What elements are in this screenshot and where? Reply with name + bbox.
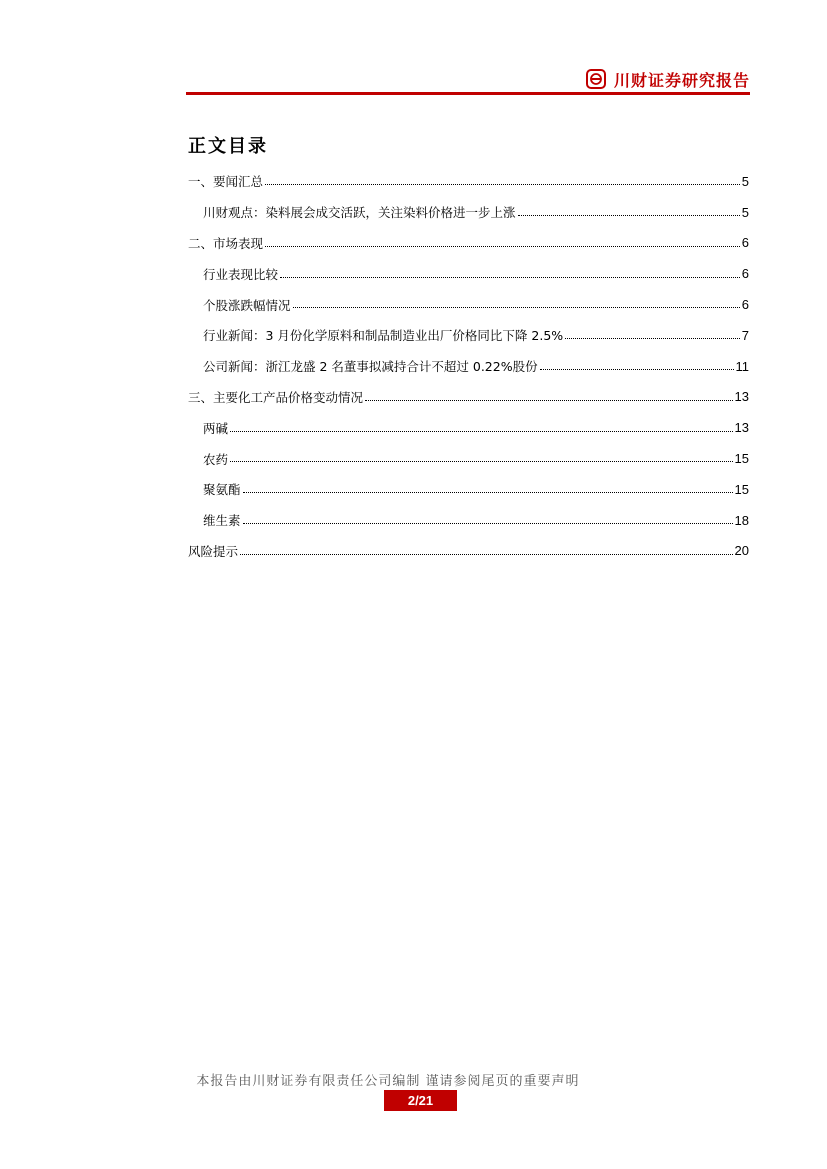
toc-entry[interactable]	[188, 197, 749, 228]
page-number-badge: 2/21	[384, 1090, 457, 1111]
toc-entry-label: 行业表现比较	[203, 266, 279, 282]
toc-entry[interactable]	[188, 228, 749, 259]
toc-dot-leader	[540, 356, 734, 370]
toc-entry-page: 5	[741, 173, 749, 189]
toc-entry-page: 13	[734, 420, 749, 436]
brand-name: 川财证券研究报告	[613, 70, 750, 90]
toc-entry[interactable]	[188, 382, 749, 413]
toc-entry-page: 13	[734, 389, 749, 405]
toc-entry[interactable]	[188, 536, 749, 567]
toc-title: 正文目录	[188, 136, 268, 157]
toc-entry[interactable]	[188, 289, 749, 320]
toc-entry-label: 三、主要化工产品价格变动情况	[188, 389, 364, 405]
toc-dot-leader	[243, 510, 733, 524]
toc-dot-leader	[240, 541, 733, 555]
footer-disclaimer: 本报告由川财证券有限责任公司编制 谨请参阅尾页的重要声明	[196, 1074, 580, 1089]
toc-dot-leader	[265, 233, 740, 247]
toc-dot-leader	[265, 172, 740, 186]
brand	[586, 66, 750, 92]
toc-dot-leader	[293, 295, 740, 309]
toc-entry-label: 两碱	[203, 420, 229, 436]
toc-entry-label: 个股涨跌幅情况	[203, 297, 291, 313]
toc-entry[interactable]	[188, 443, 749, 474]
toc-entry-page: 11	[735, 358, 749, 374]
header-divider	[186, 92, 750, 95]
toc-entry-label: 行业新闻：3 月份化学原料和制品制造业出厂价格同比下降 2.5%	[203, 328, 564, 344]
toc-dot-leader	[243, 480, 733, 494]
toc-entry-page: 20	[734, 543, 749, 559]
toc-entry[interactable]	[188, 258, 749, 289]
toc-entry[interactable]	[188, 166, 749, 197]
toc-entry-page: 6	[741, 266, 749, 282]
toc-entry-label: 公司新闻：浙江龙盛 2 名董事拟减持合计不超过 0.22%股份	[203, 359, 538, 375]
toc-entry-label: 风险提示	[188, 543, 239, 559]
toc-entry-label: 农药	[203, 451, 229, 467]
table-of-contents	[188, 166, 749, 566]
toc-entry-page: 18	[734, 512, 749, 528]
toc-dot-leader	[230, 418, 733, 432]
toc-entry-label: 聚氨酯	[203, 482, 241, 498]
report-header	[186, 66, 750, 96]
toc-entry-label: 二、市场表现	[188, 235, 264, 251]
toc-entry[interactable]	[188, 412, 749, 443]
toc-entry[interactable]	[188, 320, 749, 351]
chuancai-logo-icon	[586, 69, 606, 89]
toc-dot-leader	[565, 326, 740, 340]
toc-entry-page: 6	[741, 297, 749, 313]
toc-entry-label: 维生素	[203, 513, 241, 529]
toc-entry-page: 15	[734, 451, 749, 467]
toc-dot-leader	[230, 449, 733, 463]
toc-entry[interactable]	[188, 505, 749, 536]
toc-entry-label: 川财观点：染料展会成交活跃，关注染料价格进一步上涨	[203, 205, 516, 221]
toc-entry-page: 5	[741, 204, 749, 220]
toc-dot-leader	[518, 202, 740, 216]
toc-entry-page: 6	[741, 235, 749, 251]
toc-entry-page: 7	[741, 327, 749, 343]
toc-dot-leader	[280, 264, 740, 278]
toc-entry[interactable]	[188, 474, 749, 505]
toc-entry-page: 15	[734, 481, 749, 497]
toc-entry-label: 一、要闻汇总	[188, 174, 264, 190]
toc-dot-leader	[365, 387, 733, 401]
toc-entry[interactable]	[188, 351, 749, 382]
